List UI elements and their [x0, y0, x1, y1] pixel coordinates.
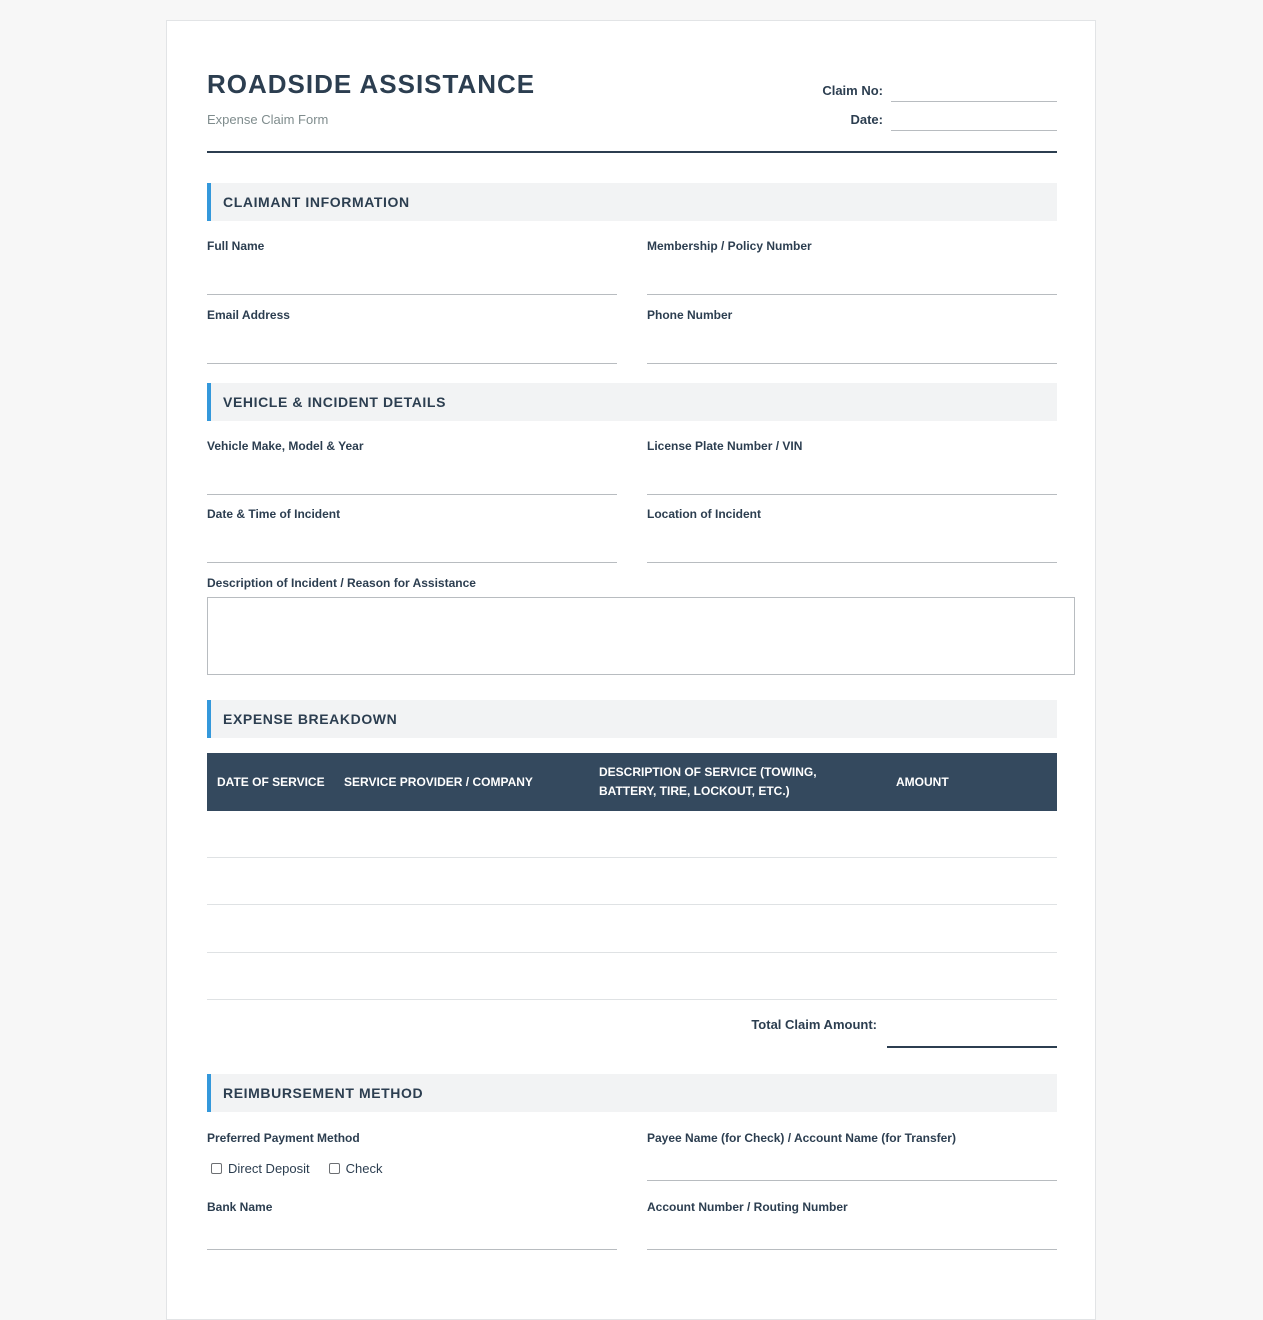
- section-expenses-title: EXPENSE BREAKDOWN: [223, 711, 398, 727]
- email-label: Email Address: [207, 308, 290, 322]
- date-field: [817, 107, 1057, 131]
- section-vehicle-title: VEHICLE & INCIDENT DETAILS: [223, 394, 447, 410]
- membership-input[interactable]: [647, 294, 1057, 295]
- claim-form-page: [166, 20, 1096, 1320]
- date-label: Date:: [850, 112, 883, 127]
- direct-deposit-label: Direct Deposit: [228, 1160, 310, 1176]
- license-plate-label: License Plate Number / VIN: [647, 439, 803, 453]
- form-title: ROADSIDE ASSISTANCE: [207, 69, 536, 99]
- full-name-input[interactable]: [207, 294, 617, 295]
- account-number-input[interactable]: [647, 1249, 1057, 1250]
- full-name-field: [207, 239, 617, 295]
- bank-name-field: [207, 1200, 617, 1250]
- section-vehicle: [207, 383, 1057, 421]
- phone-label: Phone Number: [647, 308, 733, 322]
- table-row[interactable]: [207, 906, 1057, 953]
- incident-location-input[interactable]: [647, 562, 1057, 563]
- direct-deposit-checkbox[interactable]: [211, 1163, 222, 1174]
- bank-name-input[interactable]: [207, 1249, 617, 1250]
- vehicle-make-input[interactable]: [207, 494, 617, 495]
- expense-table-header: [207, 753, 1057, 811]
- column-date-of-service: DATE OF SERVICE: [217, 774, 325, 789]
- check-label: Check: [345, 1160, 383, 1176]
- full-name-label: Full Name: [207, 239, 265, 253]
- vehicle-make-label: Vehicle Make, Model & Year: [207, 439, 364, 453]
- email-field: [207, 308, 617, 364]
- header-divider: [207, 151, 1057, 153]
- check-option[interactable]: [329, 1161, 383, 1176]
- incident-description-textarea[interactable]: [207, 597, 1075, 675]
- incident-description-label: Description of Incident / Reason for Assistance: [207, 576, 476, 590]
- table-row[interactable]: [207, 953, 1057, 1000]
- claim-no-field: [817, 78, 1057, 102]
- incident-location-field: [647, 507, 1057, 563]
- license-plate-input[interactable]: [647, 494, 1057, 495]
- form-subtitle: Expense Claim Form: [207, 112, 329, 127]
- section-reimbursement-title: REIMBURSEMENT METHOD: [223, 1085, 424, 1101]
- payee-name-field: [647, 1131, 1057, 1181]
- incident-location-label: Location of Incident: [647, 507, 761, 521]
- email-input[interactable]: [207, 363, 617, 364]
- claim-no-label: Claim No:: [822, 83, 883, 98]
- column-service-description: DESCRIPTION OF SERVICE (TOWING, BATTERY, TIRE, LOCKOUT, ETC.): [599, 765, 817, 798]
- section-claimant-title: CLAIMANT INFORMATION: [223, 194, 410, 210]
- membership-label: Membership / Policy Number: [647, 239, 812, 253]
- total-claim-input[interactable]: [887, 1046, 1057, 1048]
- phone-input[interactable]: [647, 363, 1057, 364]
- claim-no-input[interactable]: [891, 101, 1057, 102]
- bank-name-label: Bank Name: [207, 1200, 273, 1214]
- column-amount: AMOUNT: [896, 774, 949, 789]
- account-number-field: [647, 1200, 1057, 1250]
- payment-method-label: Preferred Payment Method: [207, 1131, 360, 1145]
- incident-datetime-label: Date & Time of Incident: [207, 507, 341, 521]
- incident-datetime-field: [207, 507, 617, 563]
- check-checkbox[interactable]: [329, 1163, 340, 1174]
- section-reimbursement: [207, 1074, 1057, 1112]
- table-row[interactable]: [207, 858, 1057, 905]
- total-claim-label: Total Claim Amount:: [751, 1017, 877, 1032]
- column-service-provider: SERVICE PROVIDER / COMPANY: [344, 774, 533, 789]
- table-row[interactable]: [207, 811, 1057, 858]
- payee-name-input[interactable]: [647, 1180, 1057, 1181]
- section-claimant: [207, 183, 1057, 221]
- date-input[interactable]: [891, 130, 1057, 131]
- payee-name-label: Payee Name (for Check) / Account Name (for Transfer): [647, 1131, 956, 1145]
- payment-method-options: [211, 1159, 402, 1177]
- phone-field: [647, 308, 1057, 364]
- vehicle-make-field: [207, 439, 617, 495]
- section-expenses: [207, 700, 1057, 738]
- account-number-label: Account Number / Routing Number: [647, 1200, 848, 1214]
- membership-field: [647, 239, 1057, 295]
- license-plate-field: [647, 439, 1057, 495]
- direct-deposit-option[interactable]: [211, 1161, 310, 1176]
- incident-datetime-input[interactable]: [207, 562, 617, 563]
